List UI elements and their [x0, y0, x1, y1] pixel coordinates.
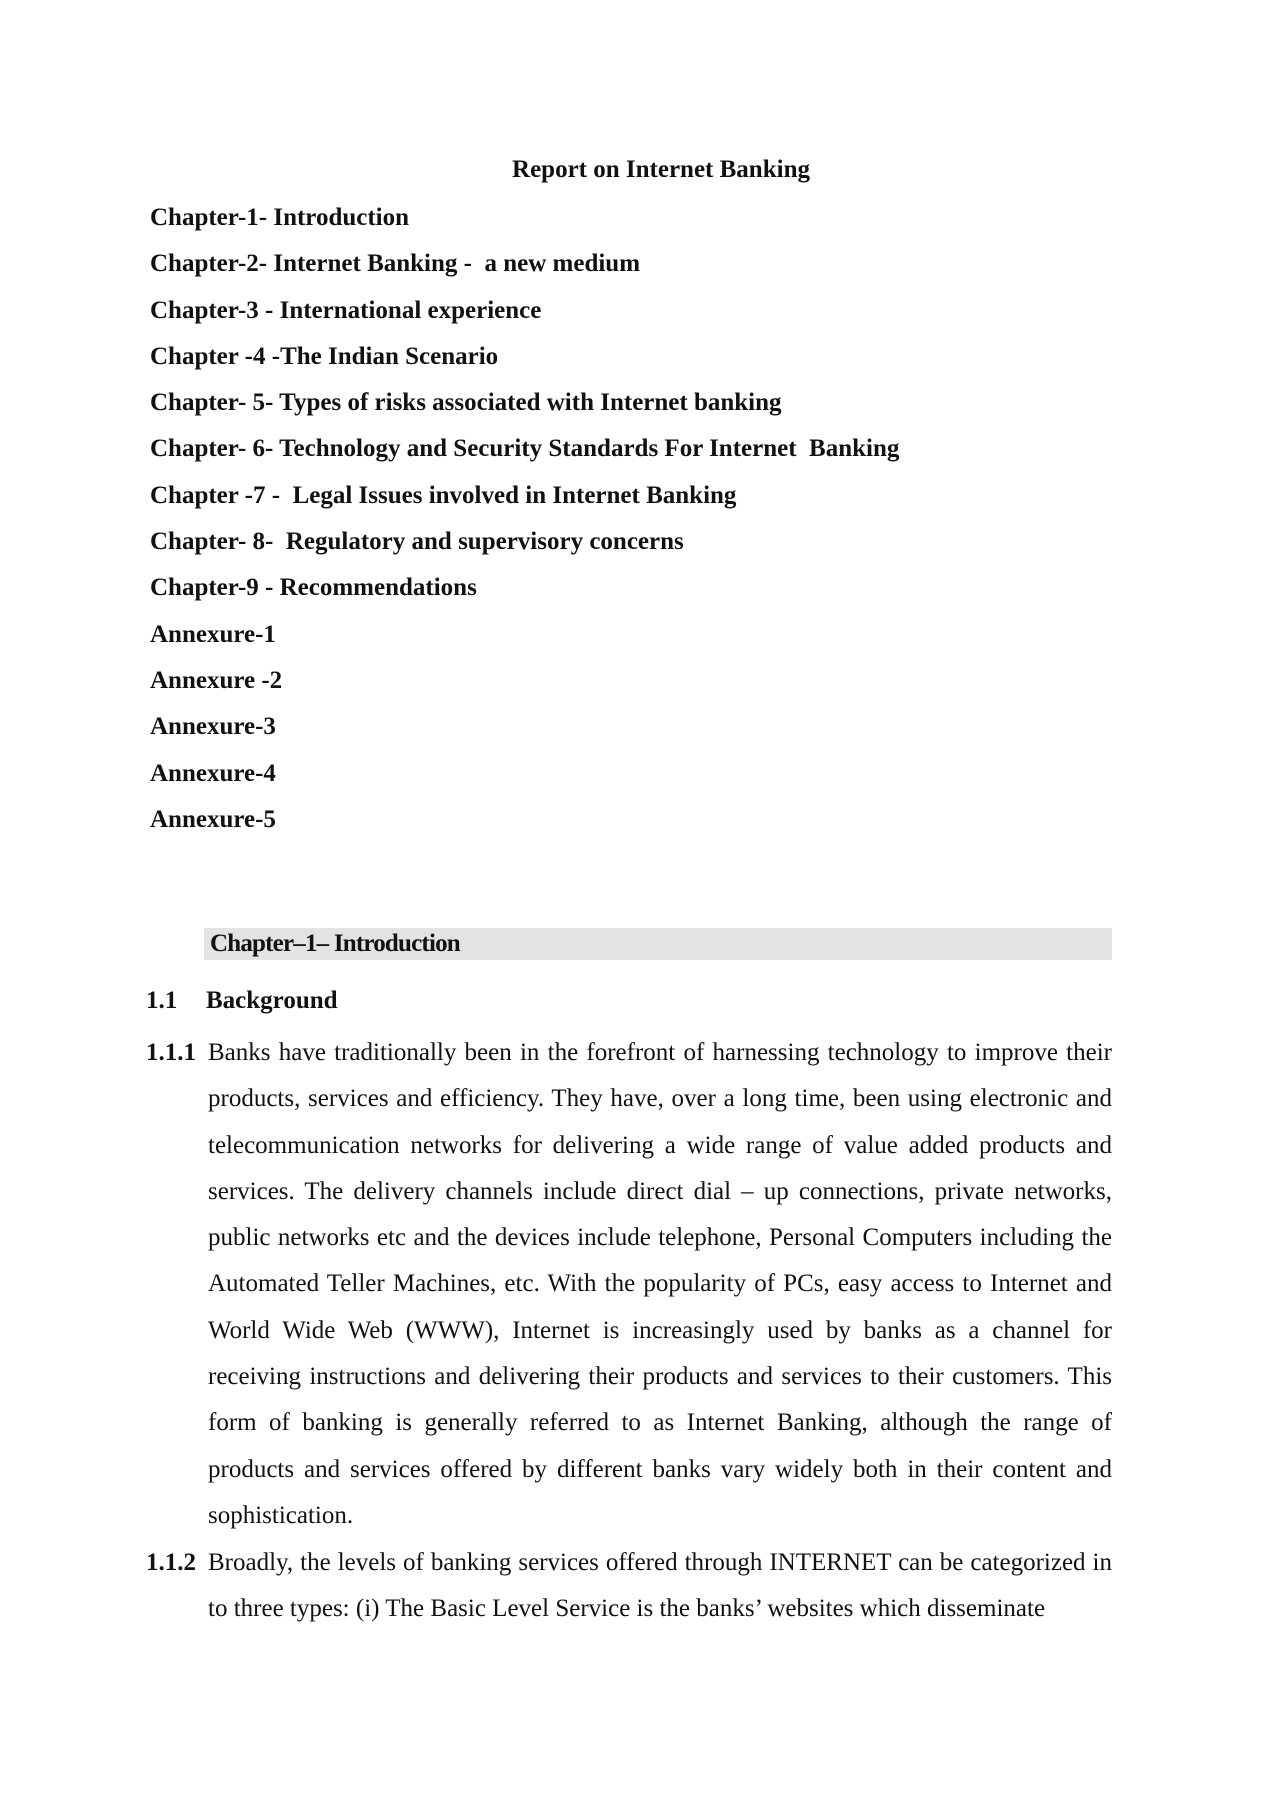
- paragraph-text: Broadly, the levels of banking services offered through INTERNET can be categorized in to three types: (i) The Basic Level Service is the banks’ websites which disseminate: [208, 1549, 1112, 1623]
- section-heading: [146, 987, 338, 1015]
- section-title: Background: [206, 987, 338, 1014]
- chapter-heading-band: [204, 928, 1112, 960]
- chapter-heading: Chapter–1– Introduction: [210, 930, 460, 957]
- toc-item: Chapter -4 -The Indian Scenario: [150, 342, 499, 370]
- section-number: 1.1: [146, 987, 178, 1014]
- toc-item: Chapter- 5- Types of risks associated with Internet banking: [150, 389, 782, 417]
- paragraph: [146, 1030, 1112, 1539]
- report-title: Report on Internet Banking: [512, 156, 810, 183]
- toc-item: Annexure-5: [150, 805, 276, 833]
- toc-item: Chapter-2- Internet Banking - a new medium: [150, 250, 641, 278]
- table-of-contents: [150, 202, 899, 850]
- paragraph: [146, 1540, 1112, 1633]
- toc-item: Annexure -2: [150, 666, 283, 694]
- toc-item: Chapter -7 - Legal Issues involved in Internet Banking: [150, 481, 737, 509]
- toc-item: Chapter-3 - International experience: [150, 296, 542, 324]
- toc-item: Chapter- 6- Technology and Security Standards For Internet Banking: [150, 435, 900, 463]
- toc-item: Annexure-4: [150, 759, 276, 787]
- toc-item: Annexure-3: [150, 713, 276, 741]
- toc-item: Chapter- 8- Regulatory and supervisory concerns: [150, 528, 684, 556]
- toc-item: Chapter-9 - Recommendations: [150, 574, 477, 602]
- toc-item: Annexure-1: [150, 620, 276, 648]
- paragraph-text: Banks have traditionally been in the forefront of harnessing technology to improve their products, services and efficiency. They have, over a long time, been using electronic and telecommunication networks for delivering a wide range of value added products and services. The delivery channels include direct dial – up connections, private networks, public networks etc and the devices include telephone, Personal Computers including the Automated Teller Machines, etc. With the popularity of PCs, easy access to Internet and World Wide Web (WWW), Internet is increasingly used by banks as a channel for receiving instructions and delivering their products and services to their customers. This form of banking is generally referred to as Internet Banking, although the range of products and services offered by different banks vary widely both in their content and sophistication.: [208, 1039, 1112, 1529]
- toc-item: Chapter-1- Introduction: [150, 204, 410, 231]
- paragraph-number: 1.1.1: [146, 1039, 196, 1066]
- paragraph-number: 1.1.2: [146, 1549, 196, 1576]
